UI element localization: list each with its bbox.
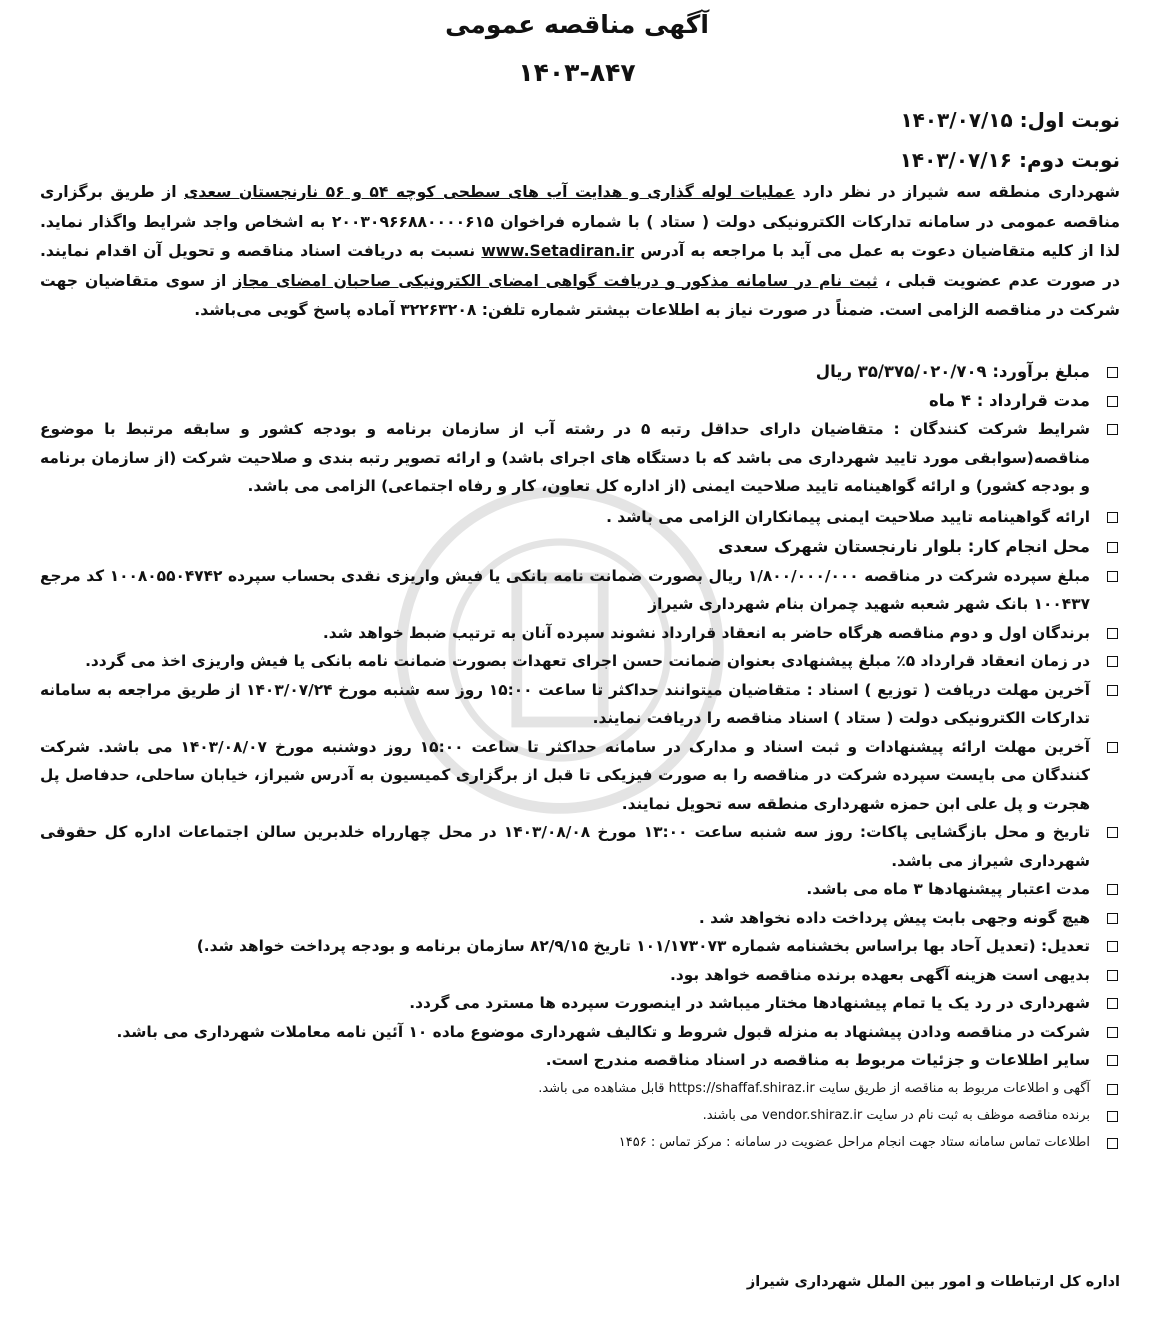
checkbox-bullet-icon <box>1107 542 1118 553</box>
list-item: مبلغ برآورد: ۳۵/۳۷۵/۰۲۰/۷۰۹ ریال <box>40 358 1120 387</box>
checkbox-bullet-icon <box>1107 367 1118 378</box>
list-item: برندگان اول و دوم مناقصه هرگاه حاضر به انعقاد قرارداد نشوند سپرده آنان به ترتیب ضبط خواهد شد. <box>40 619 1120 648</box>
checkbox-bullet-icon <box>1107 571 1118 582</box>
checkbox-bullet-icon <box>1107 1138 1118 1149</box>
list-item: مبلغ سپرده شرکت در مناقصه ۱/۸۰۰/۰۰۰/۰۰۰ ریال بصورت ضمانت نامه بانکی یا فیش واریزی نقدی بحساب سپرده ۱۰۰۸۰۵۵۰۴۷۴۲ کد مرجع ۱۰۰۴۳۷ بانک شهر شعبه شهید چمران بنام شهرداری شیراز <box>40 562 1120 619</box>
intro-text-3: نسبت به دریافت اسناد مناقصه و تحویل آن اقدام نمایند. در صورت عدم عضویت قبلی ، <box>40 242 1120 290</box>
notice-title: آگهی مناقصه عمومی <box>445 10 709 39</box>
intro-text-2: از طریق برگزاری مناقصه عمومی در سامانه تدارکات الکترونیکی دولت ( ستاد ) با شماره فراخوان ۲۰۰۳۰۹۶۶۸۸۰۰۰۰۶۱۵ به اشخاص واجد شرایط واگذار نماید. لذا از کلیه متقاضیان دعوت به عمل می آید با مراجعه به آدرس <box>40 183 1121 260</box>
second-round-date: نوبت دوم: ۱۴۰۳/۰۷/۱۶ <box>899 148 1120 172</box>
issuer-signature: اداره کل ارتباطات و امور بین الملل شهرداری شیراز <box>746 1274 1120 1290</box>
shaffaf-link-text: آگهی و اطلاعات مربوط به مناقصه از طریق سایت https://shaffaf.shiraz.ir قابل مشاهده می باشد. <box>538 1080 1090 1096</box>
vendor-link-text: برنده مناقصه موظف به ثبت نام در سایت vendor.shiraz.ir می باشند. <box>702 1107 1090 1123</box>
list-item: آخرین مهلت دریافت ( توزیع ) اسناد : متقاضیان میتوانند حداکثر تا ساعت ۱۵:۰۰ روز سه شنبه مورخ ۱۴۰۳/۰۷/۲۴ از طریق مراجعه به سامانه تدارکات الکترونیکی دولت ( ستاد ) اسناد مناقصه را دریافت نمایند. <box>40 676 1120 733</box>
list-item: شرکت در مناقصه ودادن پیشنهاد به منزله قبول شروط و تکالیف شهرداری موضوع ماده ۱۰ آئین نامه معاملات شهرداری می باشد. <box>40 1018 1120 1047</box>
checkbox-bullet-icon <box>1107 1084 1118 1095</box>
checkbox-bullet-icon <box>1107 1055 1118 1066</box>
setadiran-link[interactable]: www.Setadiran.ir <box>481 242 635 260</box>
checkbox-bullet-icon <box>1107 396 1118 407</box>
publication-dates <box>900 100 1120 180</box>
list-item: محل انجام کار: بلوار نارنجستان شهرک سعدی <box>40 533 1120 562</box>
checkbox-bullet-icon <box>1107 913 1118 924</box>
checkbox-bullet-icon <box>1107 827 1118 838</box>
checkbox-bullet-icon <box>1107 512 1118 523</box>
list-item <box>40 1075 1120 1102</box>
list-item: مدت قرارداد : ۴ ماه <box>40 387 1120 416</box>
list-item: مدت اعتبار پیشنهادها ۳ ماه می باشد. <box>40 875 1120 904</box>
intro-text-1: شهرداری منطقه سه شیراز در نظر دارد <box>795 183 1120 201</box>
checkbox-bullet-icon <box>1107 941 1118 952</box>
checkbox-bullet-icon <box>1107 1027 1118 1038</box>
checkbox-bullet-icon <box>1107 970 1118 981</box>
list-item <box>40 1129 1120 1156</box>
checkbox-bullet-icon <box>1107 884 1118 895</box>
intro-paragraph <box>40 178 1120 326</box>
checkbox-bullet-icon <box>1107 424 1118 435</box>
list-item: بدیهی است هزینه آگهی بعهده برنده مناقصه خواهد بود. <box>40 961 1120 990</box>
registration-requirement: ثبت نام در سامانه مذکور و دریافت گواهی امضای الکترونیکی صاحبان امضای مجاز <box>233 271 878 290</box>
conditions-list <box>40 358 1120 1156</box>
checkbox-bullet-icon <box>1107 685 1118 696</box>
checkbox-bullet-icon <box>1107 742 1118 753</box>
list-item: آخرین مهلت ارائه پیشنهادات و ثبت اسناد و مدارک در سامانه حداکثر تا ساعت ۱۵:۰۰ روز دوشنبه مورخ ۱۴۰۳/۰۸/۰۷ می باشد. شرکت کنندگان می بایست سپرده شرکت در مناقصه را به صورت فیزیکی تا قبل از برگزاری کمیسیون به آدرس شیراز، خیابان ساحلی، حدفاصل پل هجرت و پل علی ابن حمزه شهرداری منطقه سه تحویل نمایند. <box>40 733 1120 819</box>
tender-subject: عملیات لوله گذاری و هدایت آب های سطحی کوچه ۵۴ و ۵۶ نارنجستان سعدی <box>184 183 796 201</box>
list-item: ارائه گواهینامه تایید صلاحیت ایمنی پیمانکاران الزامی می باشد . <box>40 503 1120 532</box>
checkbox-bullet-icon <box>1107 628 1118 639</box>
checkbox-bullet-icon <box>1107 656 1118 667</box>
contact-center-text: اطلاعات تماس سامانه ستاد جهت انجام مراحل عضویت در سامانه : مرکز تماس : ۱۴۵۶ <box>618 1134 1090 1150</box>
checkbox-bullet-icon <box>1107 1111 1118 1122</box>
checkbox-bullet-icon <box>1107 998 1118 1009</box>
first-round-date: نوبت اول: ۱۴۰۳/۰۷/۱۵ <box>900 108 1120 132</box>
list-item: سایر اطلاعات و جزئیات مربوط به مناقصه در اسناد مناقصه مندرج است. <box>40 1046 1120 1075</box>
list-item: شرایط شرکت کنندگان : متقاضیان دارای حداقل رتبه ۵ در رشته آب از سازمان برنامه و بودجه کشور و سابقه مرتبط با موضوع مناقصه(سوابقی مورد تایید شهرداری می باشد که با دستگاه های اجرای باشد) و ارائه تصویر رتبه بندی و صلاحیت شرکت (از سازمان برنامه و بودجه کشور) و ارائه گواهینامه تایید صلاحیت ایمنی (از اداره کل تعاون، کار و رفاه اجتماعی) الزامی می باشد. <box>40 415 1120 501</box>
list-item: تعدیل: (تعدیل آحاد بها براساس بخشنامه شماره ۱۰۱/۱۷۳۰۷۳ تاریخ ۸۲/۹/۱۵ سازمان برنامه و بودجه پرداخت خواهد شد.) <box>40 932 1120 961</box>
list-item: شهرداری در رد یک یا تمام پیشنهادها مختار میباشد در اینصورت سپرده ها مسترد می گردد. <box>40 989 1120 1018</box>
list-item: هیچ گونه وجهی بابت پیش پرداخت داده نخواهد شد . <box>40 904 1120 933</box>
list-item: در زمان انعقاد قرارداد ۵٪ مبلغ پیشنهادی بعنوان ضمانت حسن اجرای تعهدات بصورت ضمانت نامه بانکی یا فیش واریزی اخذ می گردد. <box>40 647 1120 676</box>
tender-number: ۱۴۰۳-۸۴۷ <box>518 58 636 87</box>
list-item: تاریخ و محل بازگشایی پاکات: روز سه شنبه ساعت ۱۳:۰۰ مورخ ۱۴۰۳/۰۸/۰۸ در محل چهارراه خلدبرین سالن اجتماعات اداره کل حقوقی شهرداری شیراز می باشد. <box>40 818 1120 875</box>
intro-text-4: از سوی متقاضیان جهت شرکت در مناقصه الزامی است. ضمناً در صورت نیاز به اطلاعات بیشتر شماره تلفن: ۳۲۲۶۳۲۰۸ آماده پاسخ گویی می‌باشد. <box>40 271 1120 319</box>
list-item <box>40 1102 1120 1129</box>
